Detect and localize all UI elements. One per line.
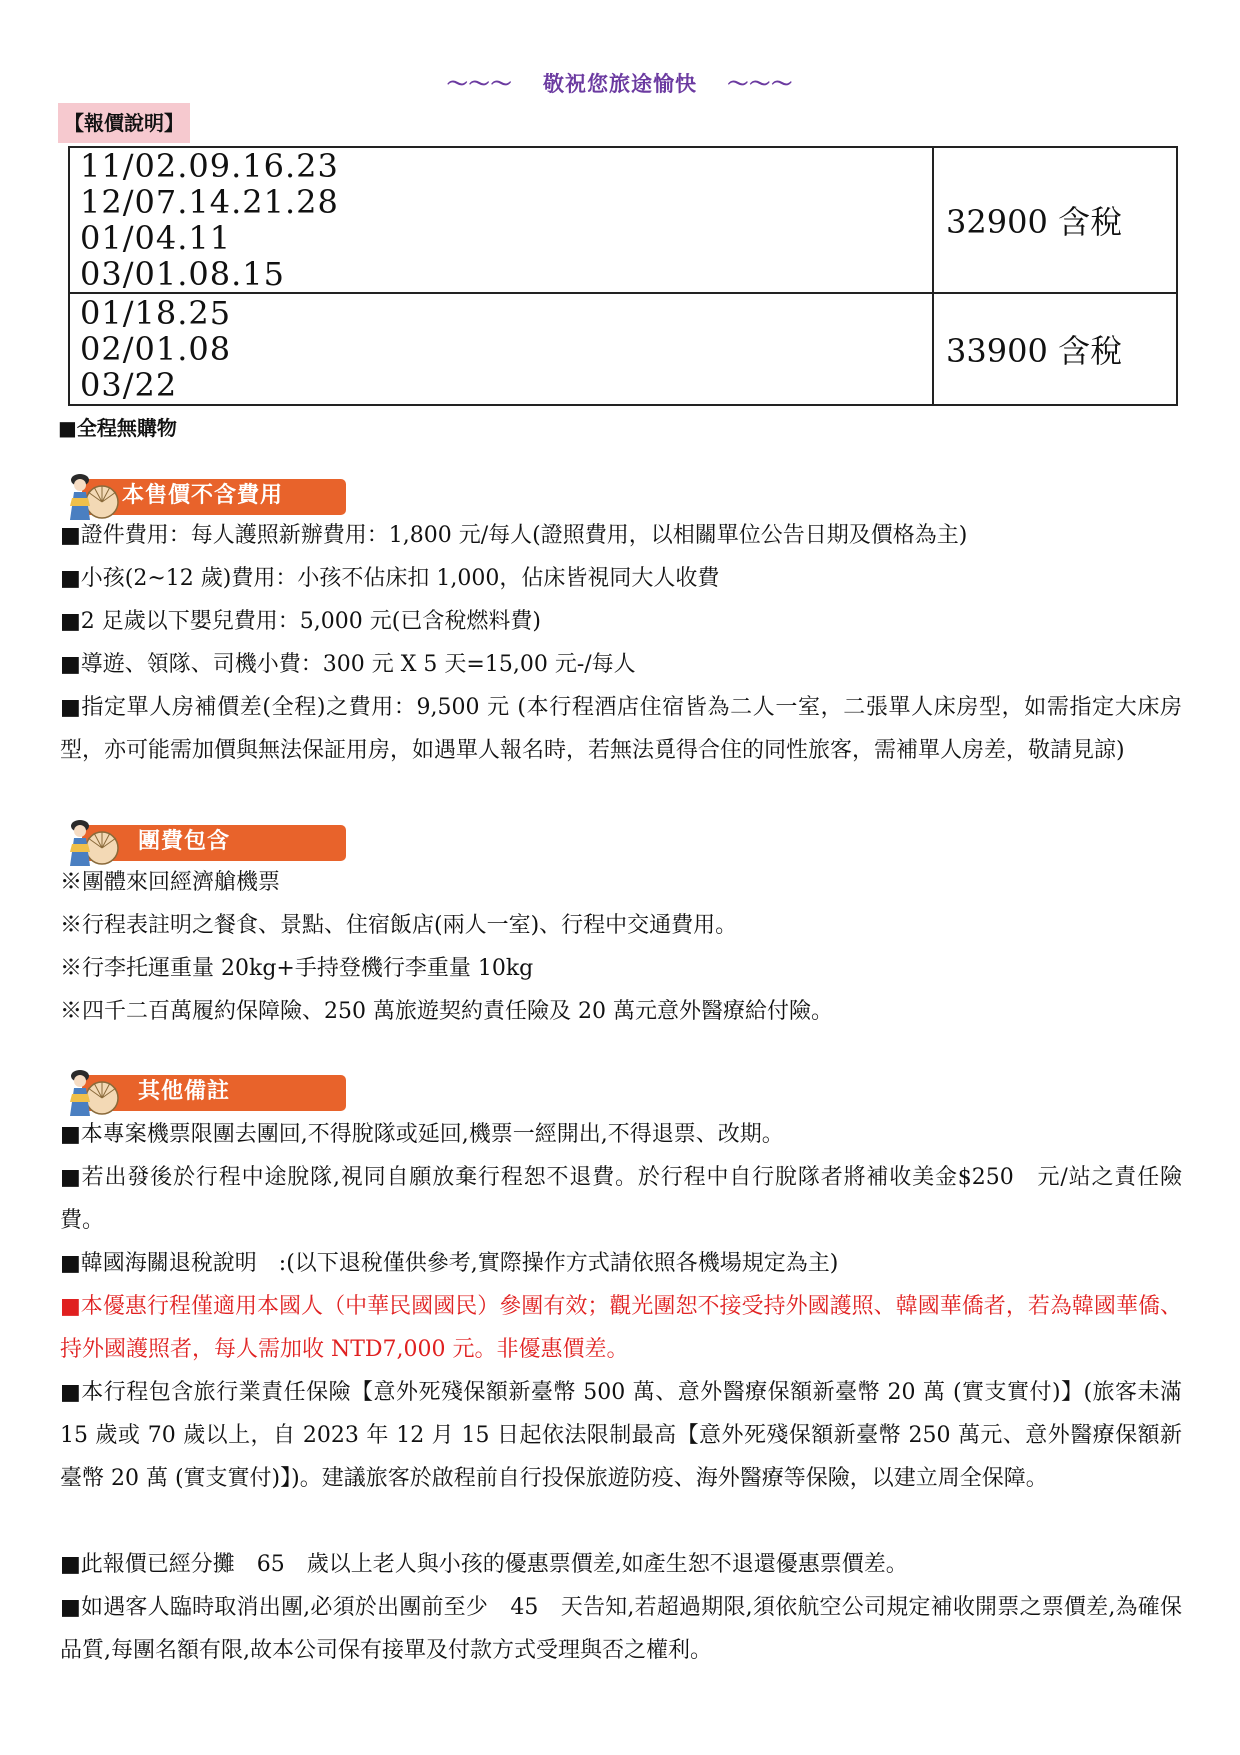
note-item: ■韓國海關退稅說明 :(以下退稅僅供參考,實際操作方式請依照各機場規定為主): [60, 1251, 839, 1276]
notes-title: 其他備註: [138, 1079, 231, 1104]
korean-fan-lady-icon: [60, 814, 122, 866]
price-table: [68, 146, 1178, 406]
inclusion-item: ※四千二百萬履約保障險、250 萬旅遊契約責任險及 20 萬元意外醫療給付險。: [60, 999, 833, 1024]
warning-text: ■本優惠行程僅適用本國人（中華民國國民）參團有效；觀光團恕不接受持外國護照、韓國華僑者，若為韓國華僑、持外國護照者，每人需加收 NTD7,000 元。非優惠價差。: [60, 1294, 1182, 1362]
greeting-banner: [0, 68, 1240, 98]
departure-date: 12/07.14.21.28: [80, 183, 339, 221]
korean-fan-lady-icon: [60, 468, 122, 520]
inclusion-item: ※行程表註明之餐食、景點、住宿飯店(兩人一室)、行程中交通費用。: [60, 913, 738, 938]
inclusion-item: ※團體來回經濟艙機票: [60, 870, 281, 895]
greeting-tilde-right: ～～～: [727, 72, 794, 96]
departure-date: 03/01.08.15: [80, 255, 285, 293]
departure-dates-cell: [69, 293, 933, 405]
inclusions-section-badge: [60, 818, 288, 862]
departure-date: 01/18.25: [80, 294, 232, 332]
note-item: ■如遇客人臨時取消出團,必須於出團前至少 45 天告知,若超過期限,須依航空公司規定補收開票之票價差,為確保品質,每團名額有限,故本公司保有接單及付款方式受理與否之權利。: [60, 1595, 1182, 1663]
exclusion-item: ■2 足歲以下嬰兒費用：5,000 元(已含稅燃料費): [60, 609, 541, 634]
price-section-label: 【報價說明】: [58, 103, 190, 143]
exclusion-item: ■指定單人房補價差(全程)之費用：9,500 元 (本行程酒店住宿皆為二人一室，二張單人床房型，如需指定大床房型，亦可能需加價與無法保証用房，如遇單人報名時，若無法覓得合住的同性旅客，需補單人房差，敬請見諒): [60, 695, 1182, 763]
price-cell: 32900 含稅: [933, 147, 1177, 293]
exclusions-section-badge: [60, 472, 288, 516]
no-shopping-note: ■全程無購物: [58, 416, 177, 440]
inclusion-item: ※行李托運重量 20kg+手持登機行李重量 10kg: [60, 956, 534, 981]
departure-date: 11/02.09.16.23: [80, 147, 339, 185]
exclusions-title: 本售價不含費用: [122, 483, 284, 508]
departure-dates-cell: [69, 147, 933, 293]
note-item-warning: [60, 1285, 1182, 1371]
note-item: ■若出發後於行程中途脫隊,視同自願放棄行程恕不退費。於行程中自行脫隊者將補收美金$250 元/站之責任險費。: [60, 1165, 1182, 1233]
departure-date: 02/01.08: [80, 330, 232, 368]
departure-date: 01/04.11: [80, 219, 232, 257]
departure-date: 03/22: [80, 366, 178, 404]
inclusions-title: 團費包含: [138, 829, 231, 854]
price-row: [69, 147, 1177, 293]
exclusion-item: ■證件費用：每人護照新辦費用：1,800 元/每人(證照費用，以相關單位公告日期及價格為主): [60, 523, 968, 548]
korean-fan-lady-icon: [60, 1064, 122, 1116]
notes-section-badge: [60, 1068, 288, 1112]
note-item: ■此報價已經分攤 65 歲以上老人與小孩的優惠票價差,如產生恕不退還優惠票價差。: [60, 1552, 908, 1577]
price-cell: 33900 含稅: [933, 293, 1177, 405]
greeting-text: 敬祝您旅途愉快: [543, 72, 697, 96]
note-item: ■本行程包含旅行業責任保險【意外死殘保額新臺幣 500 萬、意外醫療保額新臺幣 20 萬 (實支實付)】(旅客未滿 15 歲或 70 歲以上，自 2023 年 12 月 15 日起依法限制最高【意外死殘保額新臺幣 250 萬元、意外醫療保額新臺幣 20 萬 (實支實付)】)。建議旅客於啟程前自行投保旅遊防疫、海外醫療等保險，以建立周全保障。: [60, 1380, 1182, 1491]
note-item: ■本專案機票限團去團回,不得脫隊或延回,機票一經開出,不得退票、改期。: [60, 1122, 784, 1147]
exclusion-item: ■導遊、領隊、司機小費：300 元 X 5 天=15,00 元-/每人: [60, 652, 636, 677]
exclusion-item: ■小孩(2~12 歲)費用：小孩不佔床扣 1,000，佔床皆視同大人收費: [60, 566, 720, 591]
price-row: [69, 293, 1177, 405]
greeting-tilde-left: ～～～: [446, 72, 513, 96]
